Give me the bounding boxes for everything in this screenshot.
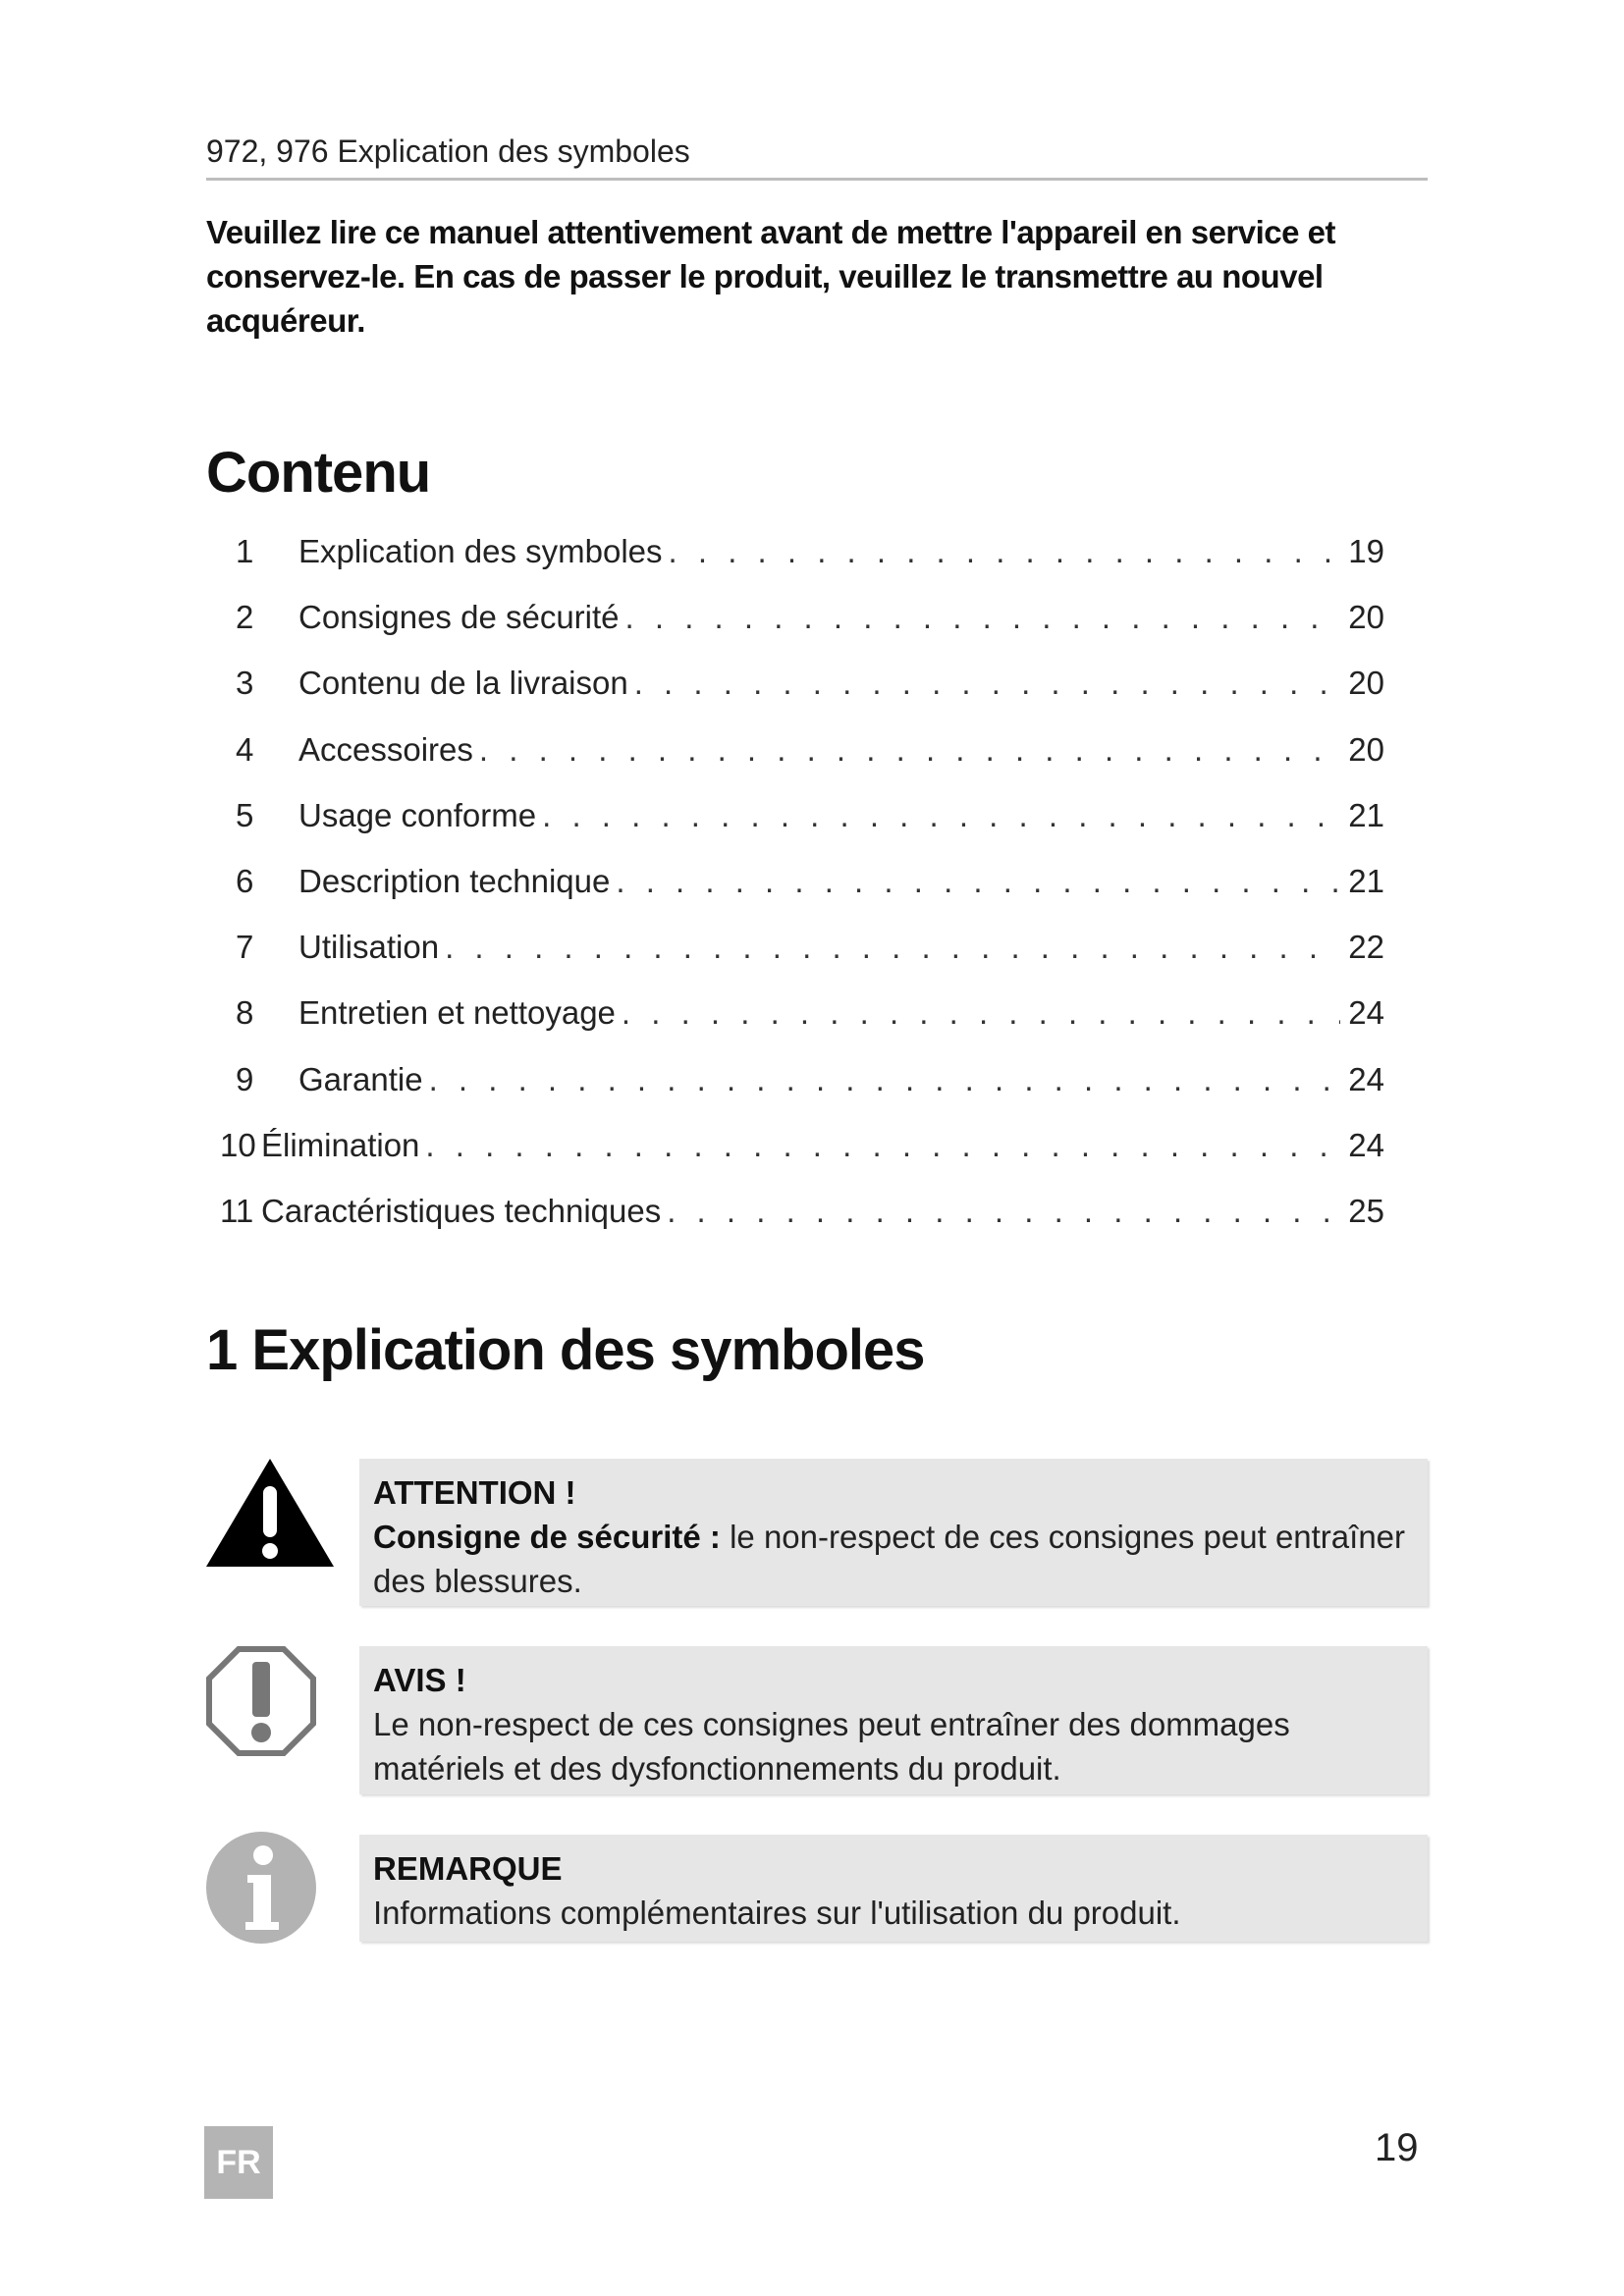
toc-entry-number: 7 [236, 929, 254, 966]
toc-entry[interactable] [206, 599, 1384, 665]
notice-avis [359, 1646, 1428, 1794]
toc-entry-label: Garantie [298, 1060, 423, 1097]
toc-entry-page: 21 [1348, 862, 1384, 899]
toc-entry[interactable] [206, 994, 1384, 1060]
toc-entry-number: 4 [236, 730, 254, 768]
toc-entry-label: Caractéristiques techniques [261, 1192, 662, 1229]
notice-octagon-icon [206, 1646, 334, 1761]
toc-entry[interactable] [206, 1193, 1384, 1258]
warning-triangle-icon [206, 1459, 334, 1574]
toc-entry-number: 9 [236, 1060, 254, 1097]
info-circle-icon [206, 1832, 334, 1949]
toc-entry-number: 11 [220, 1192, 254, 1229]
toc-entry-number: 1 [236, 533, 254, 569]
toc-entry-number: 10 [220, 1126, 256, 1163]
dot-leader [429, 1061, 1341, 1098]
page-number: 19 [1375, 2126, 1419, 2169]
toc-title: Contenu [206, 441, 431, 505]
notice-text: Informations complémentaires sur l'utilisation du produit. [373, 1895, 1181, 1931]
toc-entry-label: Utilisation [298, 929, 440, 966]
toc-entry[interactable] [206, 731, 1384, 797]
running-header: 972, 976 Explication des symboles [206, 133, 1428, 181]
dot-leader [625, 599, 1341, 636]
toc-entry-number: 3 [236, 665, 254, 702]
toc-entry-page: 24 [1348, 994, 1384, 1032]
dot-leader [479, 731, 1340, 769]
section-title: 1 Explication des symboles [206, 1318, 925, 1382]
notice-text: Le non-respect de ces consignes peut entraîner des dommages matériels et des dysfonctionnements du produit. [373, 1706, 1290, 1787]
language-badge: FR [204, 2126, 273, 2199]
table-of-contents [206, 533, 1384, 1258]
dot-leader [667, 1193, 1340, 1230]
toc-entry-page: 25 [1348, 1192, 1384, 1229]
toc-entry-page: 22 [1348, 929, 1384, 966]
toc-entry-label: Explication des symboles [298, 533, 663, 569]
toc-entry[interactable] [206, 533, 1384, 599]
dot-leader [425, 1127, 1340, 1164]
toc-entry-number: 2 [236, 599, 254, 636]
toc-entry[interactable] [206, 797, 1384, 863]
toc-entry-page: 24 [1348, 1060, 1384, 1097]
dot-leader [634, 665, 1341, 702]
toc-entry-number: 8 [236, 994, 254, 1032]
dot-leader [616, 863, 1340, 900]
notice-heading: ATTENTION ! [373, 1474, 576, 1511]
toc-entry-page: 20 [1348, 599, 1384, 636]
notice-heading: REMARQUE [373, 1850, 563, 1887]
dot-leader [622, 994, 1340, 1032]
notice-remarque [359, 1835, 1428, 1942]
toc-entry-label: Entretien et nettoyage [298, 994, 616, 1032]
dot-leader [542, 797, 1340, 834]
toc-entry-label: Consignes de sécurité [298, 599, 620, 636]
toc-entry[interactable] [206, 1127, 1384, 1193]
notice-text: le non-respect de ces consignes peut entraîner des blessures. [373, 1519, 1406, 1599]
toc-entry-page: 21 [1348, 796, 1384, 833]
dot-leader [669, 533, 1341, 570]
toc-entry[interactable] [206, 665, 1384, 730]
toc-entry-page: 19 [1348, 533, 1384, 569]
toc-entry-page: 20 [1348, 665, 1384, 702]
intro-paragraph: Veuillez lire ce manuel attentivement avant de mettre l'appareil en service et conservez-le. En cas de passer le produit, veuillez le transmettre au nouvel acquéreur. [206, 214, 1336, 339]
notice-attention [359, 1459, 1428, 1606]
toc-entry-number: 6 [236, 862, 254, 899]
toc-entry-label: Accessoires [298, 730, 473, 768]
toc-entry-label: Usage conforme [298, 796, 537, 833]
toc-entry-page: 20 [1348, 730, 1384, 768]
notice-heading: AVIS ! [373, 1662, 466, 1698]
toc-entry-label: Contenu de la livraison [298, 665, 628, 702]
toc-entry-label: Élimination [261, 1126, 420, 1163]
toc-entry[interactable] [206, 1061, 1384, 1127]
toc-entry[interactable] [206, 863, 1384, 929]
toc-entry-number: 5 [236, 796, 254, 833]
toc-entry-page: 24 [1348, 1126, 1384, 1163]
toc-entry[interactable] [206, 929, 1384, 994]
dot-leader [445, 929, 1340, 966]
toc-entry-label: Description technique [298, 862, 611, 899]
notice-lead: Consigne de sécurité : [373, 1519, 721, 1555]
